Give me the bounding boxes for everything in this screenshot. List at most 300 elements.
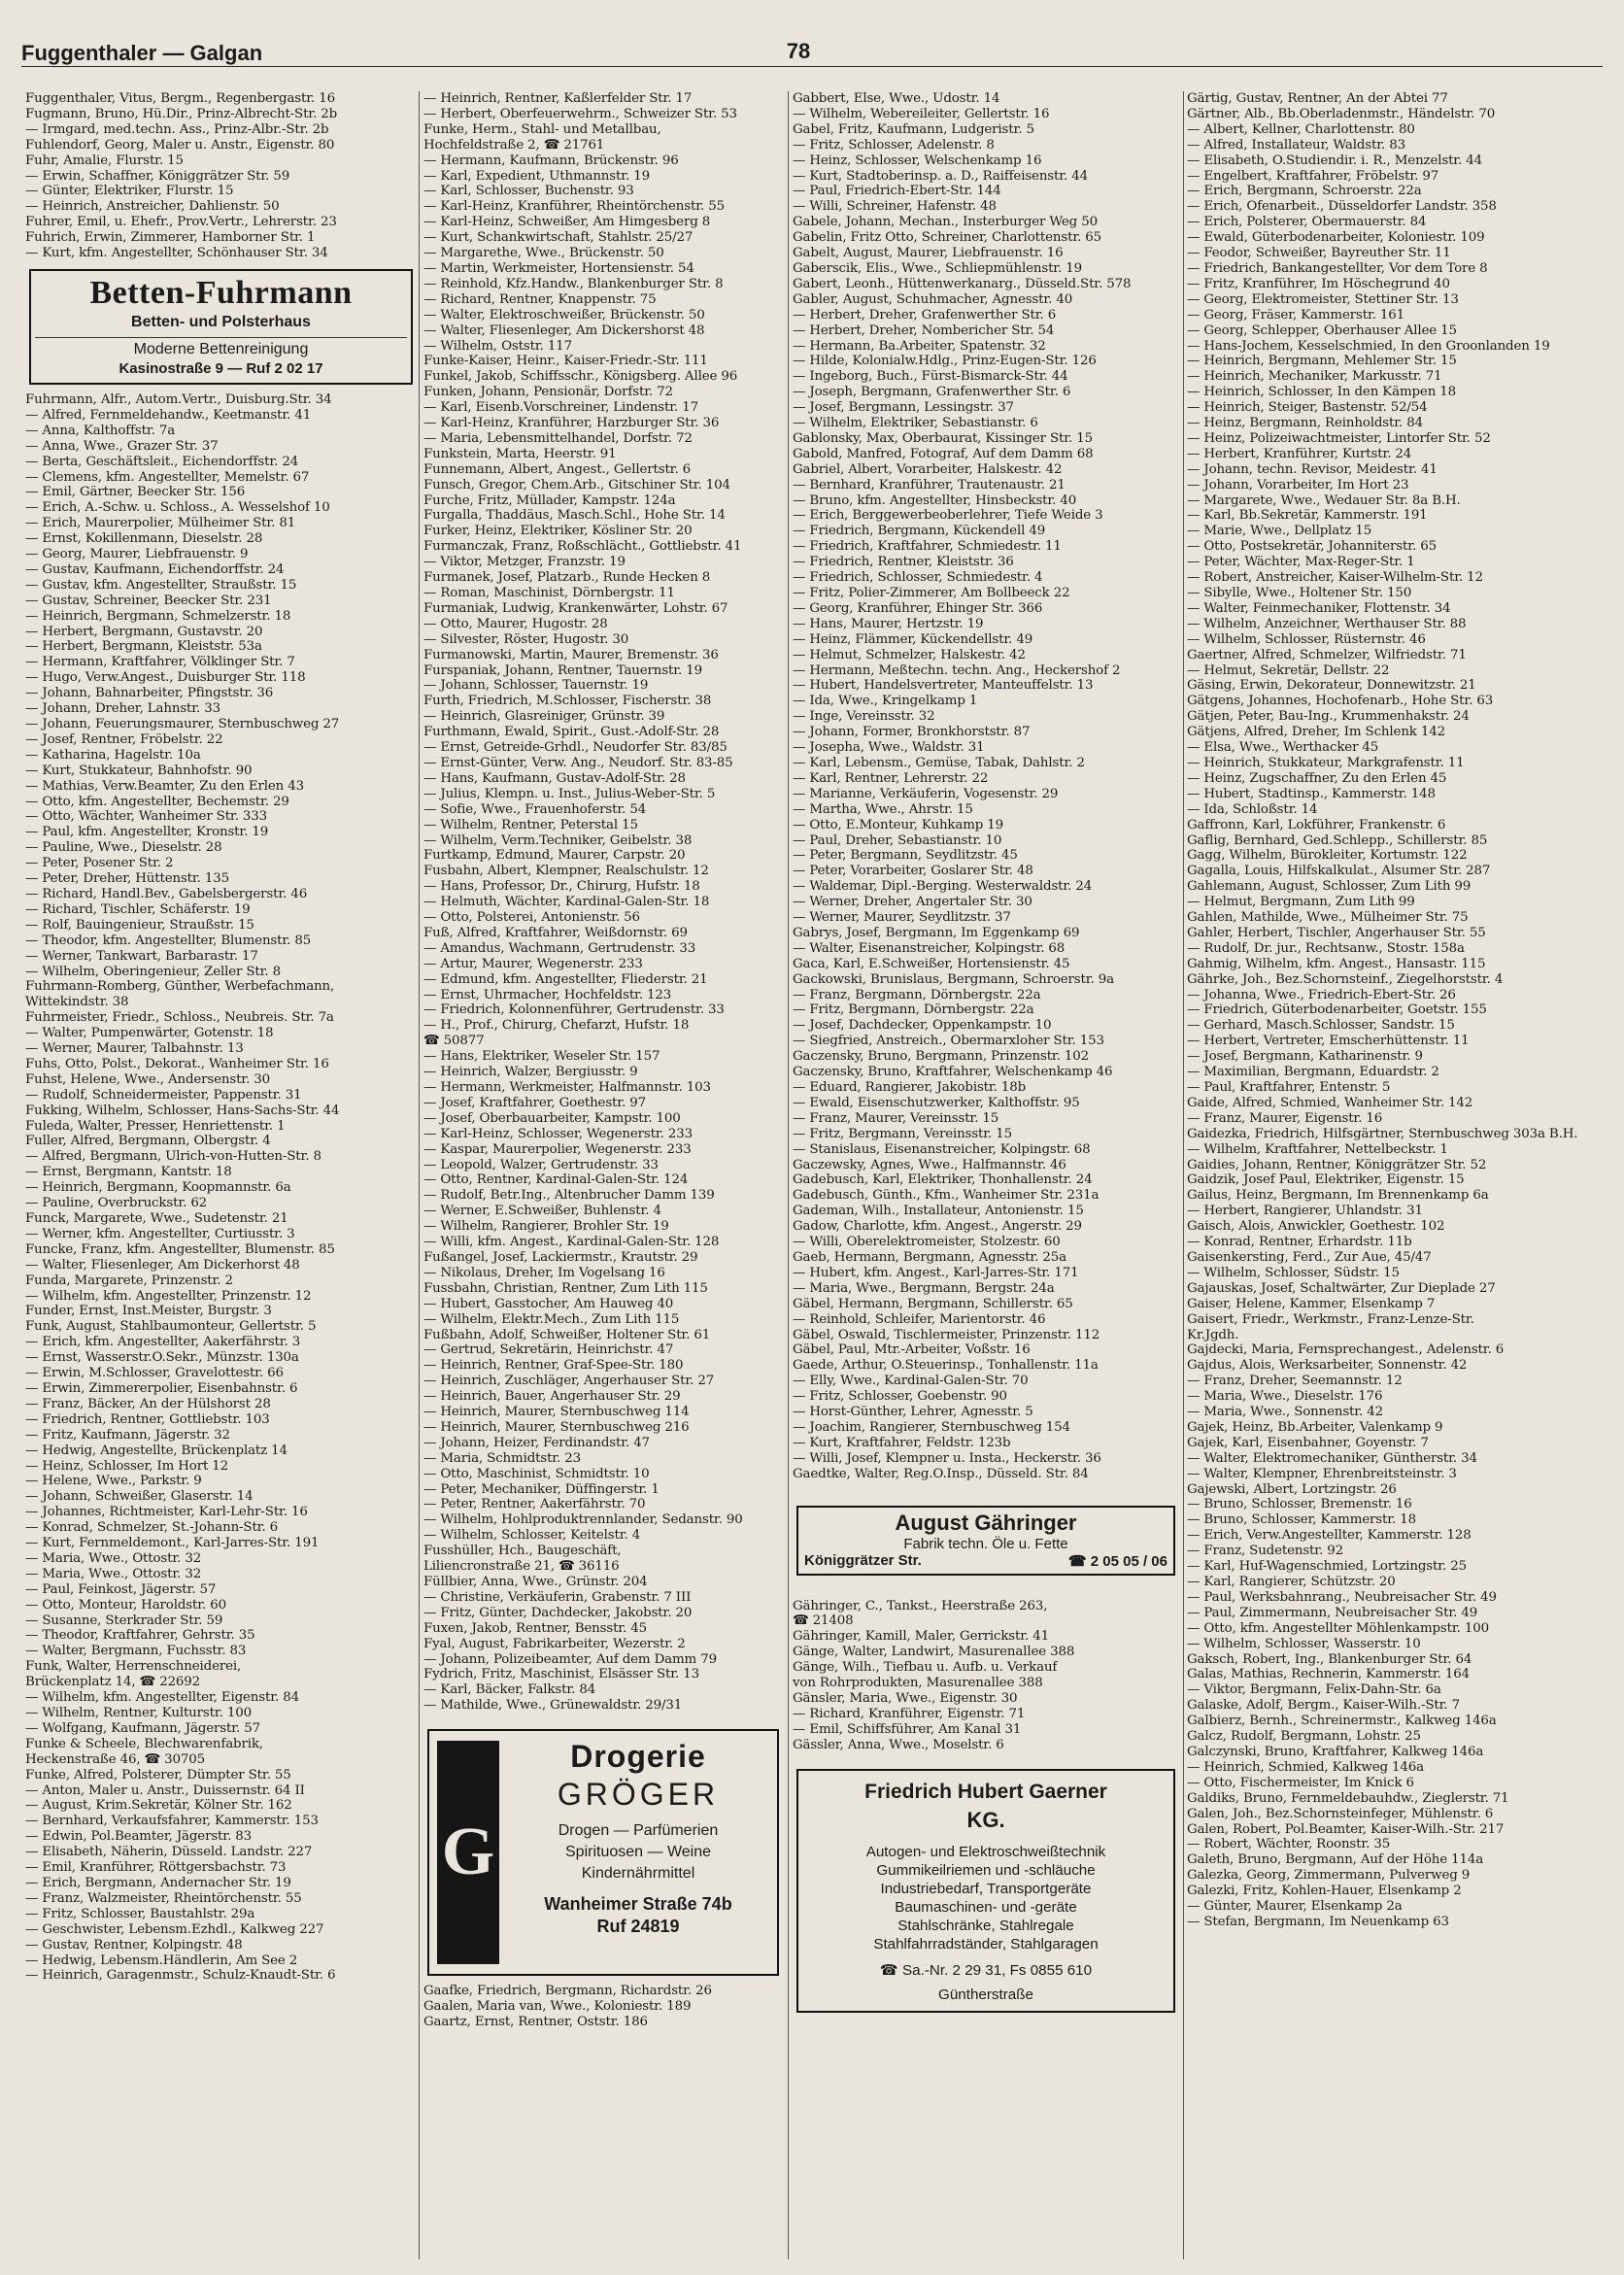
directory-entry: — Walter, Elektroschweißer, Brückenstr. 50 — [423, 307, 705, 323]
directory-entry: — Josef, Dachdecker, Oppenkampstr. 10 — [793, 1018, 1052, 1034]
directory-entry: — Elly, Wwe., Kardinal-Galen-Str. 70 — [793, 1374, 1029, 1389]
directory-entry: — Maria, Wwe., Dieselstr. 176 — [1187, 1389, 1383, 1405]
directory-entry: — Heinrich, Schmied, Kalkweg 146a — [1187, 1759, 1424, 1775]
entry-list — [423, 91, 785, 1714]
directory-entry: Furmanczak, Franz, Roßschlächt., Gottliebstr. 41 — [423, 539, 742, 555]
directory-entry: Furtkamp, Edmund, Maurer, Carpstr. 20 — [423, 848, 686, 864]
directory-entry: — Fritz, Kaufmann, Jägerstr. 32 — [25, 1427, 230, 1443]
directory-entry: — Wilhelm, Elektr.Mech., Zum Lith 115 — [423, 1311, 680, 1327]
directory-entry: — Ernst, Bergmann, Kantstr. 18 — [25, 1165, 232, 1180]
directory-entry: Gajdecki, Maria, Fernsprechangest., Adelenstr. 6 — [1187, 1342, 1505, 1358]
directory-entry: — Roman, Maschinist, Dörnbergstr. 11 — [423, 586, 675, 600]
directory-entry: Galdiks, Bruno, Fernmeldebauhdw., Zieglerstr. 71 — [1187, 1790, 1509, 1806]
directory-entry: Furmanowski, Martin, Maurer, Bremenstr. 36 — [423, 647, 719, 662]
directory-entry: Funken, Johann, Pensionär, Dorfstr. 72 — [423, 385, 673, 400]
directory-entry: — Walter, Elektromechaniker, Güntherstr. 34 — [1187, 1450, 1477, 1466]
directory-entry: Gähringer, Kamill, Maler, Gerrickstr. 41 — [793, 1629, 1049, 1645]
directory-entry: Gabrys, Josef, Bergmann, Im Eggenkamp 69 — [793, 925, 1080, 940]
directory-entry: Gäbel, Hermann, Bergmann, Schillerstr. 65 — [793, 1296, 1073, 1311]
directory-entry: — Leopold, Walzer, Gertrudenstr. 33 — [423, 1157, 659, 1172]
directory-entry: Furker, Heinz, Elektriker, Kösliner Str. 20 — [423, 524, 693, 539]
directory-entry: — Wilhelm, Webereileiter, Gellertstr. 16 — [793, 106, 1050, 121]
directory-entry: — Kurt, Kraftfahrer, Feldstr. 123b — [793, 1435, 1011, 1450]
directory-entry: — Stanislaus, Eisenanstreicher, Kolpingstr. 68 — [793, 1141, 1091, 1157]
directory-entry: — Inge, Vereinsstr. 32 — [793, 709, 935, 725]
directory-entry: Funkstein, Marta, Heerstr. 91 — [423, 446, 617, 461]
directory-entry: — Otto, Postsekretär, Johanniterstr. 65 — [1187, 539, 1437, 555]
directory-entry: — Ernst, Wasserstr.O.Sekr., Münzstr. 130a — [25, 1350, 299, 1366]
directory-entry: Gänge, Walter, Landwirt, Masurenallee 388 — [793, 1645, 1075, 1660]
ad-address: Kasinostraße 9 — Ruf 2 02 17 — [118, 359, 323, 377]
directory-entry: — Wilhelm, Anzeichner, Werthauser Str. 88 — [1187, 616, 1467, 631]
ad-address-row — [804, 1552, 1167, 1570]
directory-entry: — Alfred, Fernmeldehandw., Keetmanstr. 41 — [25, 407, 312, 423]
directory-entry: — Erwin, M.Schlosser, Gravelottestr. 66 — [25, 1366, 284, 1381]
directory-entry: — Emil, Gärtner, Beecker Str. 156 — [25, 485, 246, 500]
directory-entry: — Gustav, Rentner, Kolpingstr. 48 — [25, 1937, 243, 1952]
directory-entry: — Heinrich, Zuschläger, Angerhauser Str. 27 — [423, 1374, 715, 1389]
directory-entry: — Willi, kfm. Angest., Kardinal-Galen-Str. 128 — [423, 1235, 720, 1250]
directory-entry: Gajdus, Alois, Werksarbeiter, Sonnenstr. 42 — [1187, 1358, 1468, 1374]
directory-entry: Gaczewsky, Agnes, Wwe., Halfmannstr. 46 — [793, 1157, 1066, 1172]
directory-entry: — Heinrich, Bergmann, Schmelzerstr. 18 — [25, 608, 291, 624]
directory-entry: Galeth, Bruno, Bergmann, Auf der Höhe 114a — [1187, 1852, 1484, 1868]
directory-entry: — Helene, Wwe., Parkstr. 9 — [25, 1474, 202, 1489]
directory-entry: — Fritz, Bergmann, Vereinsstr. 15 — [793, 1126, 1013, 1141]
directory-entry: — Hermann, Kraftfahrer, Völklinger Str. 7 — [25, 655, 295, 670]
directory-entry: — Mathilde, Wwe., Grünewaldstr. 29/31 — [423, 1698, 683, 1714]
directory-entry: Fuhlendorf, Georg, Maler u. Anstr., Eigenstr. 80 — [25, 137, 335, 153]
column-4 — [1187, 91, 1607, 2265]
directory-entry: Furmanek, Josef, Platzarb., Runde Hecken 8 — [423, 570, 711, 586]
directory-entry: — Karl, Schlosser, Buchenstr. 93 — [423, 184, 634, 199]
directory-entry: — Otto, Monteur, Haroldstr. 60 — [25, 1597, 226, 1613]
directory-entry: — Eduard, Rangierer, Jakobistr. 18b — [793, 1080, 1027, 1095]
directory-entry: — Hans, Professor, Dr., Chirurg, Hufstr. 18 — [423, 879, 700, 895]
directory-entry: — Wilhelm, Hohlproduktrennlander, Sedanstr. 90 — [423, 1512, 743, 1528]
directory-entry: — Heinrich, Rentner, Kaßlerfelder Str. 17 — [423, 91, 693, 106]
directory-entry: — Johann, Polizeibeamter, Auf dem Damm 79 — [423, 1651, 717, 1667]
directory-entry: — Josef, Bergmann, Lessingstr. 37 — [793, 400, 1014, 416]
directory-entry: — Richard, Kranführer, Eigenstr. 71 — [793, 1706, 1026, 1721]
directory-entry: Fydrich, Fritz, Maschinist, Elsässer Str. 13 — [423, 1667, 699, 1682]
directory-entry: — Karl, Huf-Wagenschmied, Lortzingstr. 25 — [1187, 1559, 1467, 1575]
directory-entry: Gaedtke, Walter, Reg.O.Insp., Düsseld. Str. 84 — [793, 1466, 1089, 1481]
directory-entry: — Marianne, Verkäuferin, Vogesenstr. 29 — [793, 786, 1059, 801]
directory-entry: — Walter, Eisenanstreicher, Kolpingstr. 68 — [793, 940, 1066, 956]
directory-entry: — Johann, techn. Revisor, Meidestr. 41 — [1187, 461, 1438, 477]
directory-entry: — Peter, Rentner, Aakerfährstr. 70 — [423, 1497, 646, 1512]
directory-entry: Gahmig, Wilhelm, kfm. Angest., Hansastr. 115 — [1187, 956, 1486, 971]
directory-entry: — Georg, Schlepper, Oberhauser Allee 15 — [1187, 323, 1457, 338]
directory-entry: — Herbert, Dreher, Grafenwerther Str. 6 — [793, 307, 1057, 323]
directory-entry: — Geschwister, Lebensm.Ezhdl., Kalkweg 227 — [25, 1921, 324, 1937]
directory-entry: Gailus, Heinz, Bergmann, Im Brennenkamp 6a — [1187, 1188, 1489, 1204]
column-divider — [419, 91, 420, 2259]
column-divider — [788, 91, 789, 2259]
directory-entry: — Helmut, Sekretär, Dellstr. 22 — [1187, 662, 1390, 678]
directory-entry: — Heinz, Flämmer, Kückendellstr. 49 — [793, 631, 1033, 647]
directory-entry: Gaalen, Maria van, Wwe., Koloniestr. 189 — [423, 1999, 692, 2015]
directory-entry: Fuxen, Jakob, Rentner, Bensstr. 45 — [423, 1620, 648, 1636]
directory-entry: — Peter, Wächter, Max-Reger-Str. 1 — [1187, 555, 1415, 570]
directory-entry: Baumaschinen- und -geräte — [895, 1898, 1077, 1916]
directory-entry: — Silvester, Röster, Hugostr. 30 — [423, 631, 629, 647]
directory-entry: Gabold, Manfred, Fotograf, Auf dem Damm 68 — [793, 446, 1094, 461]
directory-entry: — Emil, Schiffsführer, Am Kanal 31 — [793, 1721, 1022, 1737]
directory-entry: — Walter, Bergmann, Fuchsstr. 83 — [25, 1644, 247, 1659]
directory-entry: — Bernhard, Kranführer, Trautenaustr. 21 — [793, 477, 1066, 492]
directory-entry: — Fritz, Bergmann, Dörnbergstr. 22a — [793, 1002, 1034, 1018]
directory-entry: — Josef, Bergmann, Katharinenstr. 9 — [1187, 1049, 1423, 1065]
directory-entry: — Wilhelm, Schlosser, Südstr. 15 — [1187, 1265, 1400, 1280]
directory-entry: Fuller, Alfred, Bergmann, Ölbergstr. 4 — [25, 1134, 271, 1149]
directory-entry: — Erich, Berggewerbeoberlehrer, Tiefe Weide 3 — [793, 508, 1103, 524]
directory-entry: — Bernhard, Verkaufsfahrer, Kammerstr. 153 — [25, 1814, 319, 1829]
directory-entry: — Susanne, Sterkrader Str. 59 — [25, 1613, 223, 1628]
directory-entry: — Fritz, Polier-Zimmerer, Am Bollbeeck 22 — [793, 586, 1070, 600]
directory-entry: Fyal, August, Fabrikarbeiter, Wezerstr. 2 — [423, 1636, 686, 1651]
directory-entry: — Maria, Wwe., Ottostr. 32 — [25, 1550, 202, 1566]
directory-entry: — Wilhelm, Verm.Techniker, Geibelstr. 38 — [423, 832, 693, 848]
directory-entry: Gätjen, Peter, Bau-Ing., Krummenhakstr. 24 — [1187, 709, 1470, 725]
directory-entry: Gummikeilriemen und -schläuche — [876, 1861, 1096, 1879]
directory-entry: — Johanna, Wwe., Friedrich-Ebert-Str. 26 — [1187, 987, 1456, 1002]
directory-entry: — Wilhelm, Schlosser, Wasserstr. 10 — [1187, 1636, 1421, 1651]
page-number: 78 — [786, 39, 811, 63]
directory-entry: — Heinrich, Maurer, Sternbuschweg 216 — [423, 1419, 690, 1435]
directory-entry: — Heinz, Polizeiwachtmeister, Lintorfer Str. 52 — [1187, 430, 1491, 446]
directory-entry: Gahler, Herbert, Tischler, Angerhauser Str. 55 — [1187, 925, 1486, 940]
directory-entry: — Herbert, Vertreter, Emscherhüttenstr. 11 — [1187, 1034, 1470, 1049]
directory-entry: Furth, Friedrich, M.Schlosser, Fischerstr. 38 — [423, 694, 712, 709]
directory-entry: Gademan, Wilh., Installateur, Antonienstr. 15 — [793, 1204, 1084, 1219]
directory-entry: Fuhst, Helene, Wwe., Andersenstr. 30 — [25, 1071, 271, 1087]
directory-entry: Gaertner, Alfred, Schmelzer, Wilfriedstr. 71 — [1187, 647, 1467, 662]
directory-entry: Funk, Walter, Herrenschneiderei, — [25, 1659, 242, 1675]
directory-entry: Gässler, Anna, Wwe., Moselstr. 6 — [793, 1737, 1004, 1752]
directory-entry: — Richard, Rentner, Knappenstr. 75 — [423, 291, 657, 307]
ad-body — [499, 1731, 777, 1974]
directory-entry: Funcke, Franz, kfm. Angestellter, Blumenstr. 85 — [25, 1241, 335, 1257]
ad-phone: Ruf 24819 — [596, 1917, 680, 1937]
directory-entry: — Franz, Maurer, Eigenstr. 16 — [1187, 1110, 1383, 1126]
directory-entry: — Heinrich, Bauer, Angerhauser Str. 29 — [423, 1389, 681, 1405]
directory-entry: Gaisch, Alois, Anwickler, Goethestr. 102 — [1187, 1219, 1445, 1235]
directory-entry: Gaeb, Hermann, Bergmann, Agnesstr. 25a — [793, 1249, 1066, 1265]
directory-entry: Gaidezka, Friedrich, Hilfsgärtner, Sternbuschweg 303a B.H. — [1187, 1126, 1578, 1141]
directory-entry: — Wilhelm, Schlosser, Rüsternstr. 46 — [1187, 631, 1426, 647]
directory-entry: Fuhs, Otto, Polst., Dekorat., Wanheimer Str. 16 — [25, 1056, 329, 1071]
ad-line: Betten- und Polsterhaus — [131, 313, 311, 330]
directory-entry: — Ingeborg, Buch., Fürst-Bismarck-Str. 44 — [793, 369, 1068, 385]
ad-logo-letter: G — [437, 1741, 499, 1964]
directory-entry: — Georg, Kranführer, Ehinger Str. 366 — [793, 600, 1043, 616]
column-1 — [25, 91, 419, 2265]
directory-entry: — Wilhelm, kfm. Angestellter, Eigenstr. 84 — [25, 1690, 299, 1706]
directory-entry: Funkel, Jakob, Schiffsschr., Königsberg. Allee 96 — [423, 369, 738, 385]
directory-entry: — Johannes, Richtmeister, Karl-Lehr-Str. 16 — [25, 1505, 308, 1520]
directory-entry: — Horst-Günther, Lehrer, Agnesstr. 5 — [793, 1405, 1033, 1420]
directory-entry: — Helmut, Bergmann, Zum Lith 99 — [1187, 895, 1415, 910]
directory-entry: — Johann, Heizer, Ferdinandstr. 47 — [423, 1435, 650, 1450]
ad-address: Wanheimer Straße 74b — [544, 1894, 732, 1915]
directory-entry: ☎ 21408 — [793, 1613, 854, 1629]
directory-entry: Gadebusch, Günth., Kfm., Wanheimer Str. 231a — [793, 1188, 1100, 1204]
directory-entry: — Kurt, Schankwirtschaft, Stahlstr. 25/27 — [423, 230, 694, 246]
directory-entry: — Erich, A.-Schw. u. Schloss., A. Wesselshof 10 — [25, 500, 330, 516]
directory-entry: Furgalla, Thaddäus, Masch.Schl., Hohe Str. 14 — [423, 508, 726, 524]
directory-entry: — Paul, Werksbahnrang., Neubreisacher Str. 49 — [1187, 1589, 1497, 1605]
advertisement-betten-fuhrmann — [29, 269, 413, 385]
directory-entry: — Werner, kfm. Angestellter, Curtiusstr. 3 — [25, 1226, 295, 1241]
directory-entry: — Wilhelm, Oststr. 117 — [423, 338, 572, 354]
directory-entry: — Ernst-Günter, Verw. Ang., Neudorf. Str. 83-85 — [423, 755, 733, 770]
directory-entry: — Otto, Rentner, Kardinal-Galen-Str. 124 — [423, 1172, 689, 1188]
directory-entry: — Paul, Dreher, Sebastianstr. 10 — [793, 832, 1002, 848]
directory-entry: Gaczensky, Bruno, Kraftfahrer, Welschenkamp 46 — [793, 1065, 1113, 1080]
directory-entry: — Otto, Fischermeister, Im Knick 6 — [1187, 1775, 1414, 1790]
entry-list — [793, 1599, 1181, 1753]
directory-entry: Gaide, Alfred, Schmied, Wanheimer Str. 142 — [1187, 1095, 1473, 1110]
directory-entry: — Peter, Bergmann, Seydlitzstr. 45 — [793, 848, 1018, 864]
directory-entry: — Sibylle, Wwe., Holtener Str. 150 — [1187, 586, 1412, 600]
directory-entry: — Paul, Zimmermann, Neubreisacher Str. 49 — [1187, 1605, 1478, 1620]
directory-entry: Galczynski, Bruno, Kraftfahrer, Kalkweg 146a — [1187, 1744, 1484, 1759]
directory-entry: — Friedrich, Bankangestellter, Vor dem Tore 8 — [1187, 260, 1488, 276]
directory-entry: — Walter, Fliesenleger, Am Dickerhorst 48 — [25, 1257, 300, 1273]
directory-entry: — Heinrich, Stukkateur, Markgrafenstr. 11 — [1187, 755, 1465, 770]
directory-entry: — Johann, Feuerungsmaurer, Sternbuschweg 27 — [25, 717, 340, 731]
directory-entry: — Mathias, Verw.Beamter, Zu den Erlen 43 — [25, 778, 304, 794]
directory-entry: Gaidzik, Josef Paul, Elektriker, Eigenstr. 15 — [1187, 1172, 1465, 1188]
directory-entry: — Otto, Wächter, Wanheimer Str. 333 — [25, 809, 268, 825]
directory-entry: Fussbahn, Christian, Rentner, Zum Lith 115 — [423, 1280, 708, 1296]
directory-entry: — Heinz, Zugschaffner, Zu den Erlen 45 — [1187, 770, 1447, 786]
directory-entry: — Irmgard, med.techn. Ass., Prinz-Albr.-Str. 2b — [25, 121, 329, 137]
directory-entry: — Feodor, Schweißer, Bayreuther Str. 11 — [1187, 246, 1451, 261]
directory-entry: — Erich, Bergmann, Andernacher Str. 19 — [25, 1875, 291, 1890]
directory-entry: — Fritz, Günter, Dachdecker, Jakobstr. 20 — [423, 1605, 693, 1620]
directory-entry: Gabel, Fritz, Kaufmann, Ludgeristr. 5 — [793, 121, 1034, 137]
directory-entry: — Maria, Lebensmittelhandel, Dorfstr. 72 — [423, 430, 693, 446]
ad-address: Güntherstraße — [938, 1986, 1033, 2003]
directory-entry: — Gustav, kfm. Angestellter, Straußstr. 15 — [25, 577, 297, 593]
directory-entry: Fuhr, Amalie, Flurstr. 15 — [25, 153, 184, 168]
column-3 — [793, 91, 1181, 2265]
directory-entry: Gahlemann, August, Schlosser, Zum Lith 99 — [1187, 879, 1472, 895]
directory-entry: Gäbel, Paul, Mtr.-Arbeiter, Voßstr. 16 — [793, 1342, 1031, 1358]
directory-entry: — Karl, Lebensm., Gemüse, Tabak, Dahlstr. 2 — [793, 755, 1085, 770]
directory-entry: Fußangel, Josef, Lackiermstr., Krautstr. 29 — [423, 1249, 698, 1265]
directory-entry: Gänge, Wilh., Tiefbau u. Aufb. u. Verkauf — [793, 1660, 1058, 1676]
directory-entry: — Paul, Feinkost, Jägerstr. 57 — [25, 1581, 217, 1597]
directory-entry: — Hans, Maurer, Hertzstr. 19 — [793, 616, 984, 631]
directory-entry: Gabert, Leonh., Hüttenwerkanarg., Düsseld.Str. 578 — [793, 276, 1132, 291]
directory-entry: — Josef, Kraftfahrer, Goethestr. 97 — [423, 1095, 647, 1110]
directory-entry: — Heinrich, Anstreicher, Dahlienstr. 50 — [25, 199, 280, 215]
directory-entry: — Johann, Former, Bronkhorststr. 87 — [793, 725, 1031, 740]
directory-entry: — Ewald, Eisenschutzwerker, Kalthoffstr. 95 — [793, 1095, 1080, 1110]
directory-entry: Hochfeldstraße 2, ☎ 21761 — [423, 137, 605, 153]
directory-entry: Funsch, Gregor, Chem.Arb., Gitschiner Str. 104 — [423, 477, 730, 492]
directory-entry: — Emil, Kranführer, Röttgersbachstr. 73 — [25, 1860, 287, 1876]
directory-entry: — Johann, Bahnarbeiter, Pfingststr. 36 — [25, 686, 274, 701]
directory-entry: — Wilhelm, kfm. Angestellter, Prinzenstr. 12 — [25, 1288, 312, 1304]
directory-entry: — Karl, Rangierer, Schützstr. 20 — [1187, 1575, 1396, 1589]
directory-entry: — Erich, Bergmann, Schroerstr. 22a — [1187, 184, 1422, 199]
directory-entry: Gaca, Karl, E.Schweißer, Hortensienstr. 45 — [793, 956, 1070, 971]
directory-entry: — Katharina, Hagelstr. 10a — [25, 747, 201, 763]
directory-entry: Fusshüller, Hch., Baugeschäft, — [423, 1544, 622, 1559]
directory-entry: — Josepha, Wwe., Waldstr. 31 — [793, 740, 985, 756]
directory-entry: — Josef, Rentner, Fröbelstr. 22 — [25, 731, 223, 747]
directory-entry: — Erich, kfm. Angestellter, Aakerfährstr. 3 — [25, 1335, 301, 1350]
directory-entry: Fuhrmann-Romberg, Günther, Werbefachmann, — [25, 979, 335, 995]
directory-entry: — Engelbert, Kraftfahrer, Fröbelstr. 97 — [1187, 168, 1439, 184]
ad-title: Betten-Fuhrmann — [89, 274, 353, 311]
directory-entry: Gaafke, Friedrich, Bergmann, Richardstr. 26 — [423, 1984, 712, 1999]
directory-entry: Gabele, Johann, Mechan., Insterburger Weg 50 — [793, 215, 1098, 230]
directory-entry: Gahlen, Mathilde, Wwe., Mülheimer Str. 75 — [1187, 910, 1469, 926]
directory-entry: Gäbel, Oswald, Tischlermeister, Prinzenstr. 112 — [793, 1327, 1100, 1342]
directory-entry: — Karl, Rentner, Lehrerstr. 22 — [793, 770, 989, 786]
directory-entry: Gaberscik, Elis., Wwe., Schliepmühlenstr. 19 — [793, 260, 1083, 276]
directory-entry: — Ernst, Getreide-Grhdl., Neudorfer Str. 83/85 — [423, 740, 727, 756]
directory-entry: — Franz, Sudetenstr. 92 — [1187, 1544, 1344, 1559]
directory-entry: — Wilhelm, Elektriker, Sebastianstr. 6 — [793, 416, 1038, 431]
directory-entry: — Franz, Maurer, Vereinsstr. 15 — [793, 1110, 999, 1126]
directory-entry: — Karl-Heinz, Schlosser, Wegenerstr. 233 — [423, 1126, 693, 1141]
directory-entry: Gaisenkersting, Ferd., Zur Aue, 45/47 — [1187, 1249, 1432, 1265]
directory-entry: — Walter, Feinmechaniker, Flottenstr. 34 — [1187, 600, 1451, 616]
directory-entry: — Helmut, Schmelzer, Halskestr. 42 — [793, 647, 1026, 662]
directory-entry: — Franz, Bergmann, Dörnbergstr. 22a — [793, 987, 1041, 1002]
ad-line: Spirituosen — Weine — [565, 1844, 711, 1861]
directory-entry: Funke, Alfred, Polsterer, Dümpter Str. 55 — [25, 1767, 291, 1783]
directory-entry: — Johann, Vorarbeiter, Im Hort 23 — [1187, 477, 1409, 492]
directory-entry: — Georg, Fräser, Kammerstr. 161 — [1187, 307, 1405, 323]
directory-entry: — Karl, Eisenb.Vorschreiner, Lindenstr. 17 — [423, 400, 698, 416]
directory-entry: — Werner, Dreher, Angertaler Str. 30 — [793, 895, 1032, 910]
directory-entry: — Maximilian, Bergmann, Eduardstr. 2 — [1187, 1065, 1439, 1080]
directory-entry: — Reinhold, Kfz.Handw., Blankenburger Str. 8 — [423, 276, 724, 291]
directory-entry: — Erich, Polsterer, Obermauerstr. 84 — [1187, 215, 1427, 230]
directory-entry: — Anna, Wwe., Grazer Str. 37 — [25, 438, 219, 454]
directory-entry: Gabriel, Albert, Vorarbeiter, Halskestr. 42 — [793, 461, 1063, 477]
directory-entry: — Peter, Posener Str. 2 — [25, 856, 174, 871]
directory-entry: — Anna, Kalthoffstr. 7a — [25, 423, 176, 438]
directory-entry: — Margarete, Wwe., Wedauer Str. 8a B.H. — [1187, 492, 1461, 508]
directory-entry: — Heinrich, Mechaniker, Markusstr. 71 — [1187, 369, 1442, 385]
directory-entry: — Rolf, Bauingenieur, Straußstr. 15 — [25, 917, 254, 933]
directory-entry: — Wilhelm, Rentner, Kulturstr. 100 — [25, 1706, 252, 1720]
ad-lines — [804, 1843, 1167, 1953]
directory-entry: Gabelin, Fritz Otto, Schreiner, Charlottenstr. 65 — [793, 230, 1102, 246]
directory-entry: Gajek, Karl, Eisenbahner, Goyenstr. 7 — [1187, 1435, 1429, 1450]
advertisement-gaerner-kg — [796, 1769, 1175, 2013]
ad-phone: ☎ Sa.-Nr. 2 29 31, Fs 0855 610 — [879, 1961, 1093, 1979]
directory-entry: Gabelt, August, Maurer, Liebfrauenstr. 16 — [793, 246, 1064, 261]
directory-entry: Funke, Herm., Stahl- und Metallbau, — [423, 121, 661, 137]
directory-entry: — Fritz, Kranführer, Im Höschegrund 40 — [1187, 276, 1450, 291]
directory-entry: — Hermann, Meßtechn. techn. Ang., Heckershof 2 — [793, 662, 1121, 678]
directory-entry: — Kurt, Stadtoberinsp. a. D., Raiffeisenstr. 44 — [793, 168, 1088, 184]
directory-entry: — Werner, E.Schweißer, Buhlenstr. 4 — [423, 1204, 661, 1219]
directory-entry: — Theodor, kfm. Angestellter, Blumenstr. 85 — [25, 933, 312, 948]
directory-entry: — Robert, Anstreicher, Kaiser-Wilhelm-Str. 12 — [1187, 570, 1483, 586]
directory-entry: Funda, Margarete, Prinzenstr. 2 — [25, 1273, 233, 1288]
directory-entry: — Hilde, Kolonialw.Hdlg., Prinz-Eugen-Str. 126 — [793, 354, 1097, 369]
directory-entry: — Viktor, Metzger, Franzstr. 19 — [423, 555, 626, 570]
directory-entry: Fuhrich, Erwin, Zimmerer, Hamborner Str. 1 — [25, 230, 316, 246]
directory-entry: — Karl-Heinz, Kranführer, Rheintörchenstr. 55 — [423, 199, 725, 215]
directory-entry: — Fritz, Schlosser, Adelenstr. 8 — [793, 137, 995, 153]
ad-line: Moderne Bettenreinigung — [35, 337, 407, 358]
directory-entry: — Bruno, Schlosser, Kammerstr. 18 — [1187, 1512, 1416, 1528]
directory-entry: — Johann, Schweißer, Glaserstr. 14 — [25, 1489, 254, 1505]
directory-entry: — Christine, Verkäuferin, Grabenstr. 7 III — [423, 1589, 692, 1605]
directory-entry: — Amandus, Wachmann, Gertrudenstr. 33 — [423, 940, 696, 956]
directory-entry: — Friedrich, Bergmann, Kückendell 49 — [793, 524, 1046, 539]
directory-entry: — Willi, Schreiner, Hafenstr. 48 — [793, 199, 997, 215]
directory-entry: — Konrad, Schmelzer, St.-Johann-Str. 6 — [25, 1520, 279, 1536]
directory-entry: — Peter, Mechaniker, Düffingerstr. 1 — [423, 1481, 660, 1497]
directory-entry: Fugmann, Bruno, Hü.Dir., Prinz-Albrecht-Str. 2b — [25, 106, 338, 121]
directory-entry: — Gertrud, Sekretärin, Heinrichstr. 47 — [423, 1342, 674, 1358]
directory-entry: — Karl-Heinz, Kranführer, Harzburger Str. 36 — [423, 416, 720, 431]
directory-entry: — Bruno, kfm. Angestellter, Hinsbeckstr. 40 — [793, 492, 1077, 508]
directory-entry: — Theodor, Kraftfahrer, Gehrstr. 35 — [25, 1628, 255, 1644]
directory-entry: von Rohrprodukten, Masurenallee 388 — [793, 1676, 1043, 1691]
directory-entry: — Kurt, Fernmeldemont., Karl-Jarres-Str. 191 — [25, 1536, 320, 1551]
directory-entry: — Maria, Schmidtstr. 23 — [423, 1450, 582, 1466]
directory-entry: — Erich, Ofenarbeit., Düsseldorfer Landstr. 358 — [1187, 199, 1497, 215]
directory-entry: — Günter, Elektriker, Flurstr. 15 — [25, 184, 234, 199]
directory-entry: Heckenstraße 46, ☎ 30705 — [25, 1751, 206, 1767]
directory-entry: Gaidies, Johann, Rentner, Königgrätzer Str. 52 — [1187, 1157, 1487, 1172]
directory-entry: Wittekindstr. 38 — [25, 995, 129, 1010]
directory-entry: — Richard, Tischler, Schäferstr. 19 — [25, 901, 251, 917]
directory-entry: — Hubert, Gasstocher, Am Hauweg 40 — [423, 1296, 674, 1311]
directory-entry: — Heinrich, Rentner, Graf-Spee-Str. 180 — [423, 1358, 684, 1374]
directory-entry: Liliencronstraße 21, ☎ 36116 — [423, 1559, 620, 1575]
directory-entry: — Kaspar, Maurerpolier, Wegenerstr. 233 — [423, 1141, 692, 1157]
directory-entry: — Herbert, Oberfeuerwehrm., Schweizer Str. 53 — [423, 106, 737, 121]
directory-entry: — Willi, Josef, Klempner u. Insta., Heckerstr. 36 — [793, 1450, 1101, 1466]
directory-entry: — H., Prof., Chirurg, Chefarzt, Hufstr. 18 — [423, 1018, 690, 1034]
directory-entry: — Heinrich, Walzer, Bergiusstr. 9 — [423, 1065, 638, 1080]
ad-title: Friedrich Hubert Gaerner — [864, 1780, 1107, 1803]
directory-entry: Industriebedarf, Transportgeräte — [880, 1880, 1092, 1897]
directory-entry: Gackowski, Brunislaus, Bergmann, Schroerstr. 9a — [793, 971, 1114, 987]
entry-list — [25, 91, 419, 261]
directory-entry: — Franz, Bäcker, An der Hülshorst 28 — [25, 1396, 271, 1411]
directory-entry: Gärtig, Gustav, Rentner, An der Abtei 77 — [1187, 91, 1448, 106]
directory-entry: — Martha, Wwe., Ahrstr. 15 — [793, 801, 973, 817]
directory-entry: — Werner, Maurer, Talbahnstr. 13 — [25, 1041, 244, 1057]
directory-entry: — Ida, Wwe., Kringelkamp 1 — [793, 694, 978, 709]
directory-entry: Gabbert, Else, Wwe., Udostr. 14 — [793, 91, 1000, 106]
directory-entry: — Wilhelm, Rentner, Peterstal 15 — [423, 817, 638, 832]
directory-entry: Furthmann, Ewald, Spirit., Gust.-Adolf-Str. 28 — [423, 725, 720, 740]
directory-entry: Funke-Kaiser, Heinr., Kaiser-Friedr.-Str. 111 — [423, 354, 708, 369]
directory-entry: Stahlfahrradständer, Stahlgaragen — [873, 1935, 1099, 1952]
directory-entry: — Karl, Bb.Sekretär, Kammerstr. 191 — [1187, 508, 1428, 524]
directory-entry: — Maria, Wwe., Sonnenstr. 42 — [1187, 1405, 1384, 1420]
directory-entry: Autogen- und Elektroschweißtechnik — [865, 1843, 1106, 1860]
directory-entry: — Hans, Elektriker, Weseler Str. 157 — [423, 1049, 660, 1065]
